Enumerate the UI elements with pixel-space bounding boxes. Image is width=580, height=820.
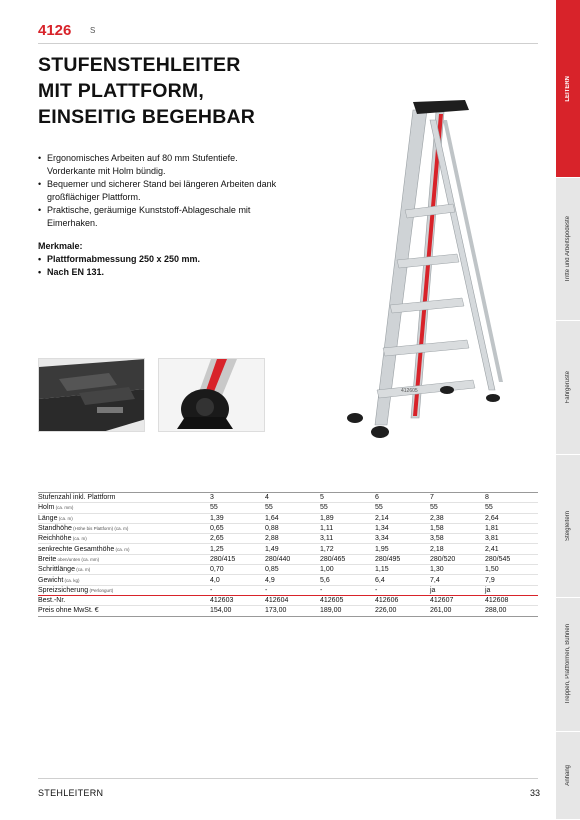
table-row [38,493,538,503]
table-row [38,513,538,523]
table-cell: 55 [318,503,373,513]
table-cell: 288,00 [483,606,538,616]
table-cell: 1,58 [428,523,483,533]
table-cell: 412603 [208,595,263,605]
table-cell: - [373,585,428,595]
row-label: senkrechte Gesamthöhe (ca. m) [38,544,208,554]
table-cell: 1,95 [373,544,428,554]
sidebar-tab-label: Steigleitern [565,510,571,542]
bullet-item: • Praktische, geräumige Kunststoff-Ablageschale mit Eimerhaken. [38,204,288,230]
table-cell: 154,00 [208,606,263,616]
table-cell: 412604 [263,595,318,605]
table-cell: 1,00 [318,565,373,575]
table-cell: 55 [483,503,538,513]
sidebar-tab[interactable] [556,598,580,732]
section-sidebar [556,0,580,820]
row-unit: (ca. kg) [63,577,80,583]
table-cell: 3,34 [373,534,428,544]
table-cell: 261,00 [428,606,483,616]
ladder-product-image [335,100,510,445]
table-cell: 1,11 [318,523,373,533]
table-cell: ja [483,585,538,595]
feature-item: • Nach EN 131. [38,266,288,279]
row-label: Stufenzahl inkl. Plattform [38,493,208,503]
table-row [38,544,538,554]
footer-section: STEHLEITERN [38,788,104,798]
title-line: MIT PLATTFORM, [38,80,204,102]
page-header [38,22,538,44]
table-cell: 1,49 [263,544,318,554]
table-cell: 173,00 [263,606,318,616]
table-cell: 0,70 [208,565,263,575]
table-cell: 6,4 [373,575,428,585]
table-cell: 5 [318,493,373,503]
table-cell: 55 [263,503,318,513]
row-label: Preis ohne MwSt. € [38,606,208,616]
row-unit: (ca. m) [74,567,91,573]
table-cell: 7,4 [428,575,483,585]
table-cell: - [263,585,318,595]
row-unit: (ca. m) [71,536,87,542]
table-row [38,565,538,575]
table-row [38,606,538,616]
table-cell: 1,39 [208,513,263,523]
table-cell: 2,88 [263,534,318,544]
table-cell: 412608 [483,595,538,605]
table-cell: 0,85 [263,565,318,575]
table-cell: 6 [373,493,428,503]
row-label: Best.-Nr. [38,595,208,605]
table-cell: 3,11 [318,534,373,544]
table-row [38,523,538,533]
bullet-item: • Ergonomisches Arbeiten auf 80 mm Stufentiefe. Vorderkante mit Holm bündig. [38,152,288,178]
row-unit: (Höhe bis Plattform) (ca. m) [71,526,129,532]
table-cell: 55 [373,503,428,513]
table-row [38,534,538,544]
row-label: Spreizsicherung (Perlongurt) [38,585,208,595]
table-cell: 280/545 [483,554,538,564]
sidebar-tab-label: Treppen, Plattformen, Bühnen [565,624,571,705]
article-number: 4126 [38,22,72,39]
image-label: 412605 [401,388,418,394]
table-cell: 1,50 [483,565,538,575]
table-cell: 2,64 [483,513,538,523]
table-cell: 280/520 [428,554,483,564]
table-cell: 189,00 [318,606,373,616]
page-number: 33 [529,788,540,798]
table-cell: 1,64 [263,513,318,523]
table-cell: - [318,585,373,595]
table-cell: 2,65 [208,534,263,544]
footer-rule [38,778,538,779]
table-cell: 3,58 [428,534,483,544]
table-cell: 0,65 [208,523,263,533]
row-label: Länge (ca. m) [38,513,208,523]
product-title [38,52,338,130]
table-cell: ja [428,585,483,595]
table-cell: 7 [428,493,483,503]
table-cell: 1,81 [483,523,538,533]
sidebar-tab[interactable] [556,321,580,455]
table-cell: 1,15 [373,565,428,575]
table-cell: 0,88 [263,523,318,533]
table-cell: 3,81 [483,534,538,544]
row-label: Breite oben/unten (ca. mm) [38,554,208,564]
table-cell: 412605 [318,595,373,605]
row-unit: (ca. m) [114,546,130,552]
row-label: Schrittlänge (ca. m) [38,565,208,575]
sidebar-tab-label: Tritte und Arbeitspodeste [565,215,571,283]
table-cell: 2,14 [373,513,428,523]
feature-item: • Plattformabmessung 250 x 250 mm. [38,253,288,266]
feature-bullets [38,152,288,230]
table-cell: 1,25 [208,544,263,554]
sidebar-tab[interactable] [556,178,580,321]
bullet-item: • Bequemer und sicherer Stand bei längeren Arbeiten dank großflächiger Plattform. [38,178,288,204]
table-row [38,575,538,585]
row-label: Holm (ca. mm) [38,503,208,513]
table-cell: 2,18 [428,544,483,554]
features-block [38,240,288,279]
table-cell: 412606 [373,595,428,605]
table-cell: 2,41 [483,544,538,554]
sidebar-tab[interactable] [556,0,580,178]
table-cell: 280/440 [263,554,318,564]
sidebar-tab-label: LEITERN [565,75,571,102]
table-cell: 412607 [428,595,483,605]
table-cell: 4,0 [208,575,263,585]
table-row [38,554,538,564]
row-unit: oben/unten (ca. mm) [56,556,100,562]
row-label: Gewicht (ca. kg) [38,575,208,585]
table-cell: 4,9 [263,575,318,585]
sidebar-tab-label: Anhang [565,765,571,786]
table-row [38,595,538,605]
row-unit: (ca. mm) [54,505,74,511]
title-line: STUFENSTEHLEITER [38,54,241,76]
row-label: Reichhöhe (ca. m) [38,534,208,544]
sidebar-tab[interactable] [556,455,580,598]
row-unit: (Perlongurt) [88,587,114,593]
table-cell: 1,72 [318,544,373,554]
table-cell: 280/415 [208,554,263,564]
table-cell: 8 [483,493,538,503]
table-cell: - [208,585,263,595]
table-cell: 5,6 [318,575,373,585]
spec-table [38,492,538,617]
row-label: Standhöhe (Höhe bis Plattform) (ca. m) [38,523,208,533]
article-suffix: S [90,26,96,35]
table-cell: 55 [428,503,483,513]
table-cell: 4 [263,493,318,503]
table-cell: 55 [208,503,263,513]
table-cell: 280/465 [318,554,373,564]
table-row [38,503,538,513]
table-cell: 226,00 [373,606,428,616]
row-unit: (ca. m) [57,515,73,521]
table-row [38,585,538,595]
sidebar-tab[interactable] [556,732,580,820]
tray-detail-photo [38,358,145,432]
table-cell: 1,30 [428,565,483,575]
table-cell: 1,34 [373,523,428,533]
foot-detail-photo [158,358,265,432]
features-heading: Merkmale: [38,241,83,251]
table-cell: 3 [208,493,263,503]
table-cell: 1,89 [318,513,373,523]
table-cell: 2,38 [428,513,483,523]
sidebar-tab-label: Fahrgerüste [565,371,571,404]
title-line: EINSEITIG BEGEHBAR [38,106,256,128]
table-cell: 280/495 [373,554,428,564]
table-cell: 7,9 [483,575,538,585]
